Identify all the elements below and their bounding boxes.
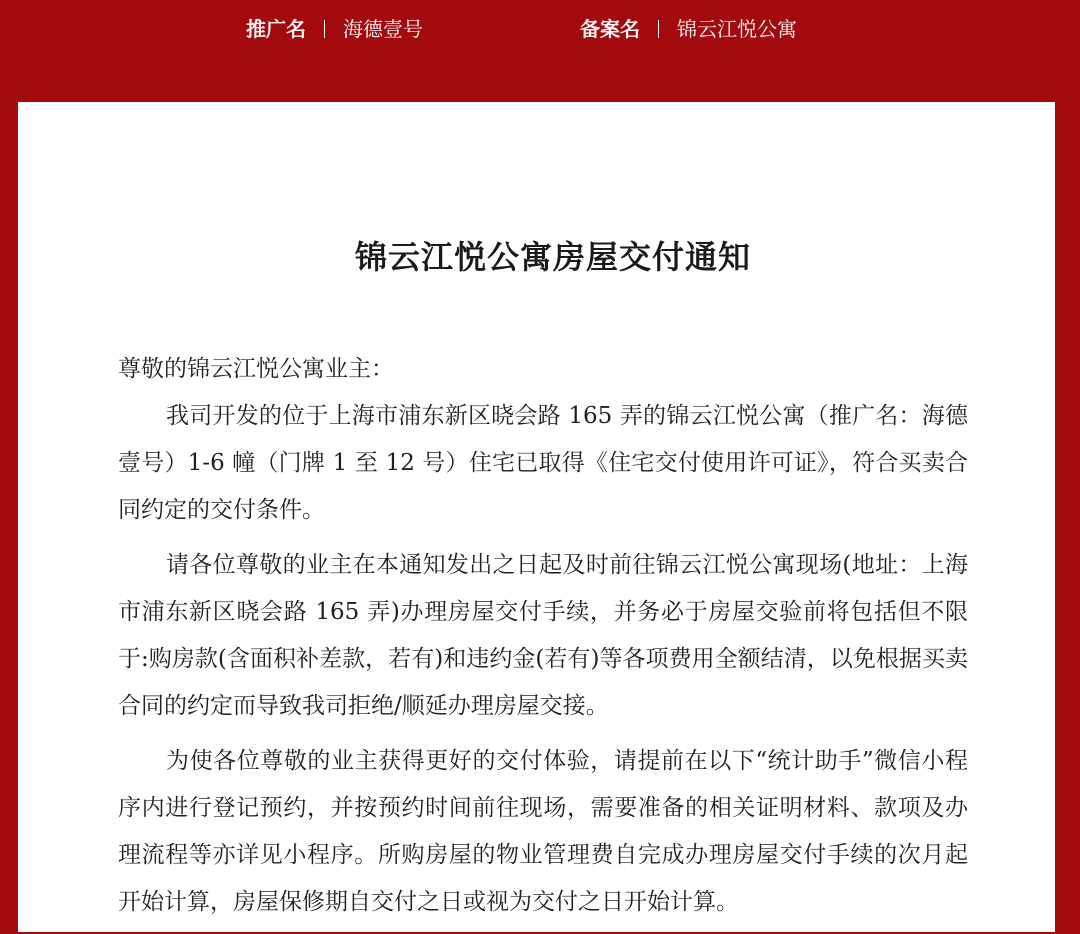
record-name-label [580, 14, 797, 44]
header-bar [0, 0, 1080, 100]
promo-name-key: 推广名 [246, 17, 306, 41]
promo-name-label [246, 14, 423, 44]
promo-name-value: 海德壹号 [343, 17, 423, 41]
notice-paragraph: 请各位尊敬的业主在本通知发出之日起及时前往锦云江悦公寓现场(地址：上海市浦东新区晓会路 165 弄)办理房屋交付手续，并务必于房屋交验前将包括但不限于:购房款(含面积补差款，若有)和违约金(若有)等各项费用全额结清，以免根据买卖合同的约定而导致我司拒绝/顺延办理房屋交接。 [118, 552, 968, 719]
record-name-separator [658, 20, 659, 38]
notice-body [118, 346, 968, 934]
record-name-key: 备案名 [580, 17, 640, 41]
notice-paper [18, 102, 1055, 932]
record-name-value: 锦云江悦公寓 [677, 17, 797, 41]
notice-paragraph: 我司开发的位于上海市浦东新区晓会路 165 弄的锦云江悦公寓（推广名：海德壹号）1-6 幢（门牌 1 至 12 号）住宅已取得《住宅交付使用许可证》，符合买卖合同约定的交付条件。 [118, 403, 968, 523]
notice-title: 锦云江悦公寓房屋交付通知 [354, 238, 751, 276]
promo-name-separator [324, 20, 325, 38]
notice-salutation: 尊敬的锦云江悦公寓业主： [118, 356, 394, 382]
notice-paragraph: 为使各位尊敬的业主获得更好的交付体验，请提前在以下“统计助手”微信小程序内进行登记预约，并按预约时间前往现场，需要准备的相关证明材料、款项及办理流程等亦详见小程序。所购房屋的物业管理费自完成办理房屋交付手续的次月起开始计算，房屋保修期自交付之日或视为交付之日开始计算。 [118, 748, 968, 915]
